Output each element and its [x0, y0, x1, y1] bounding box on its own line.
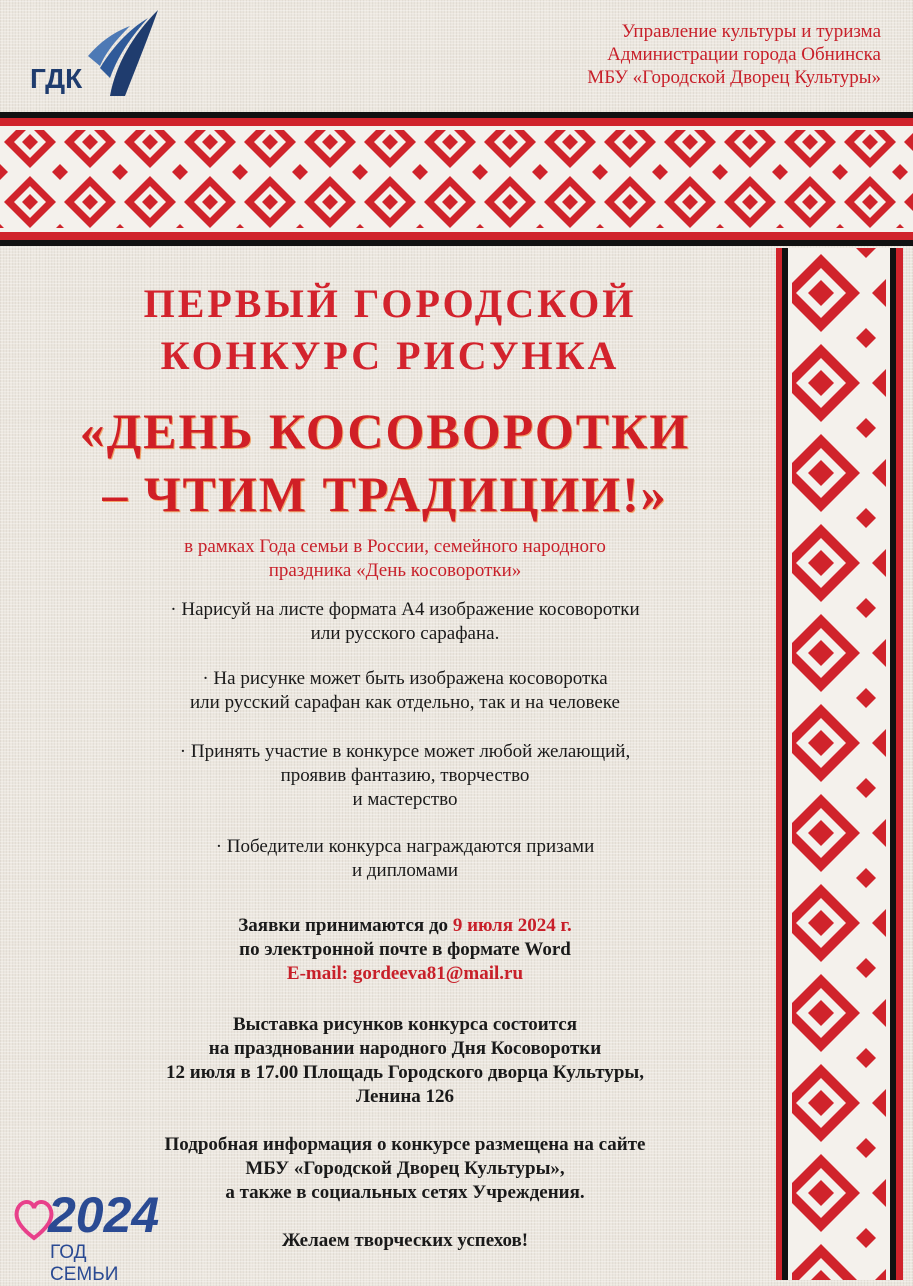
applications-line	[60, 914, 750, 938]
bullet-line: или русского сарафана.	[310, 623, 500, 644]
badge-caption: ГОД СЕМЬИ	[50, 1242, 119, 1285]
contest-heading	[110, 278, 670, 382]
bullet-item	[60, 835, 750, 883]
bullet-line: · На рисунке может быть изображена косоворотка	[202, 668, 608, 689]
contest-name-line: «ДЕНЬ КОСОВОРОТКИ	[79, 403, 691, 459]
subtitle-line: праздника «День косоворотки»	[268, 560, 522, 581]
exhibition-line: на праздновании народного Дня Косоворотки	[208, 1038, 602, 1059]
org-line: Администрации города Обнинска	[607, 44, 881, 65]
info-line: а также в социальных сетях Учреждения.	[225, 1182, 585, 1203]
heading-line: ПЕРВЫЙ ГОРОДСКОЙ	[143, 281, 637, 326]
side-ornament-band	[776, 248, 903, 1280]
top-ornament-band	[0, 112, 913, 247]
applications-info	[60, 914, 750, 986]
exhibition-line: Ленина 126	[355, 1086, 455, 1107]
bullet-line: · Принять участие в конкурсе может любой желающий,	[179, 741, 631, 762]
bullet-line: · Нарисуй на листе формата А4 изображение косоворотки	[170, 599, 640, 620]
bullet-item	[60, 598, 750, 646]
info-line: МБУ «Городской Дворец Культуры»,	[245, 1158, 565, 1179]
applications-prefix: Заявки принимаются до	[238, 915, 453, 936]
info-line: Подробная информация о конкурсе размещена на сайте	[164, 1134, 646, 1155]
email-link[interactable]: E-mail: gordeeva81@mail.ru	[286, 963, 524, 984]
exhibition-info	[60, 1013, 750, 1109]
badge-year: 2024	[48, 1187, 160, 1243]
heading-line: КОНКУРС РИСУНКА	[160, 333, 620, 378]
year-of-family-badge	[14, 1187, 160, 1285]
bullet-line: и дипломами	[351, 860, 459, 881]
org-line: Управление культуры и туризма	[621, 21, 881, 42]
bullet-line: и мастерство	[352, 789, 458, 810]
bullet-line: проявив фантазию, творчество	[280, 765, 530, 786]
bullet-item	[60, 740, 750, 812]
subtitle-line: в рамках Года семьи в России, семейного народного	[184, 536, 606, 557]
closing-wish: Желаем творческих успехов!	[281, 1230, 529, 1251]
contest-name	[60, 400, 710, 526]
exhibition-line: 12 июля в 17.00 Площадь Городского дворца Культуры,	[166, 1062, 644, 1083]
subtitle	[80, 535, 710, 583]
organization-header	[587, 20, 881, 89]
contest-name-line: – ЧТИМ ТРАДИЦИИ!»	[102, 466, 668, 522]
deadline: 9 июля 2024 г.	[452, 915, 572, 936]
org-line: МБУ «Городской Дворец Культуры»	[587, 67, 881, 88]
bullet-item	[60, 667, 750, 715]
logo-text: ГДК	[30, 63, 83, 94]
exhibition-line: Выставка рисунков конкурса состоится	[232, 1014, 578, 1035]
applications-line: по электронной почте в формате Word	[239, 939, 571, 960]
more-info	[60, 1133, 750, 1205]
bullet-line: · Победители конкурса награждаются призами	[215, 836, 595, 857]
gdk-logo	[30, 8, 165, 103]
bullet-line: или русский сарафан как отдельно, так и на человеке	[190, 692, 620, 713]
